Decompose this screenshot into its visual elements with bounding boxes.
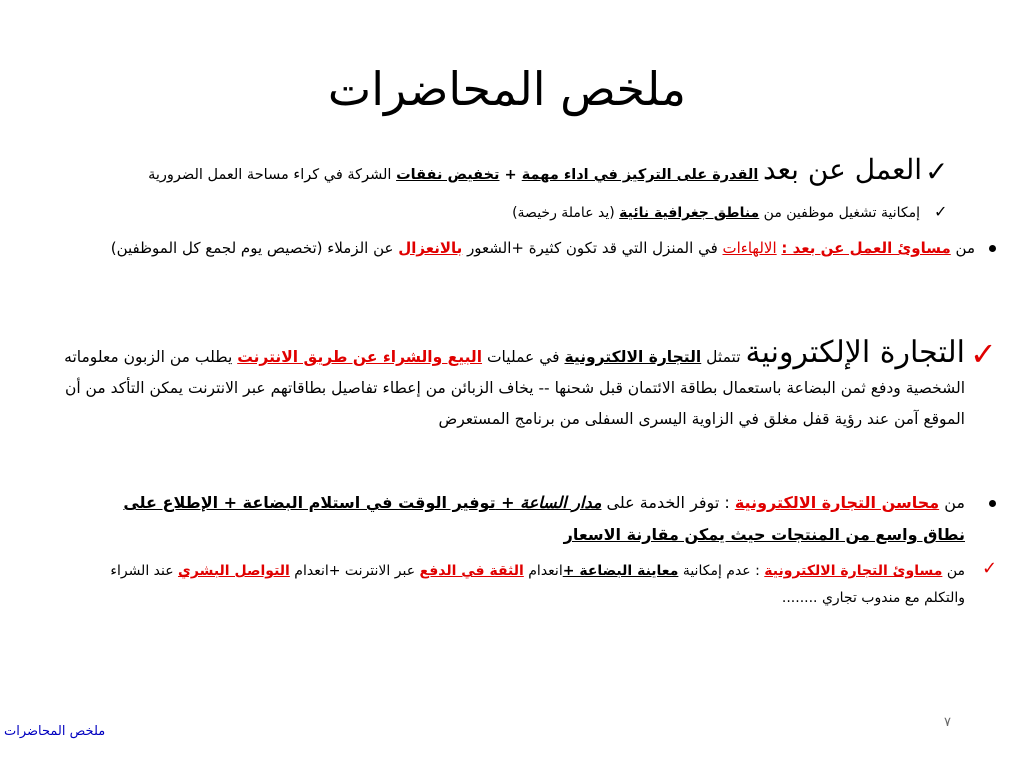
bullet-icon [989, 500, 996, 507]
bullet-icon [989, 245, 996, 252]
red-small-checkmark-icon: ✓ [982, 558, 998, 579]
footer-title: ملخص المحاضرات [4, 724, 106, 739]
red-checkmark-icon: ✓ [970, 335, 997, 373]
small-checkmark-icon: ✓ [934, 202, 948, 221]
ecommerce-section: التجارة الإلكترونية تتمثل التجارة الالكترونية في عمليات البيع والشراء عن طريق الانترنت يطلب من الزبون معلوماته الشخصية ودفع ثمن البضاعة باستعمال بطاقة الائتمان قبل شحنها -- يخاف الزبائن من إعطاء تفاصيل بطاقاتهم عبر الانترنت يمكن التأكد من أن الموقع آمن عند رؤية قفل مغلق في الزاوية اليسرى السفلى من برنامج المستعرض [64, 335, 965, 428]
remote-work-sub-point: إمكانية تشغيل موظفين من مناطق جغرافية نائية (يد عاملة رخيصة) [512, 205, 920, 221]
page-number: ٧ [944, 715, 951, 730]
remote-work-cons: من مساوئ العمل عن بعد : الالهاءات في المنزل التي قد تكون كثيرة +الشعور بالانعزال عن الزملاء (تخصيص يوم لجمع كل الموظفين) [110, 239, 975, 257]
ecommerce-pros: من محاسن التجارة الالكترونية : توفر الخدمة على مدار الساعة + توفير الوقت في استلام البضاعة + الإطلاع على نطاق واسع من المنتجات حيث يمكن مقارنة الاسعار [123, 493, 965, 544]
checkmark-icon: ✓ [925, 155, 949, 188]
section-remote-work-heading: العمل عن بعد القدرة على التركيز في اداء مهمة + تخفيض نفقات الشركة في كراء مساحة العمل الضرورية [148, 153, 922, 186]
ecommerce-title: التجارة الإلكترونية [745, 335, 965, 370]
page-title: ملخص المحاضرات [327, 62, 687, 116]
remote-work-title: العمل عن بعد [762, 153, 922, 186]
ecommerce-cons: من مساوئ التجارة الالكترونية : عدم إمكانية معاينة البضاعة +انعدام الثقة في الدفع عبر الانترنت +انعدام التواصل البشري عند الشراء والتكلم مع مندوب تجاري ........ [110, 563, 965, 606]
